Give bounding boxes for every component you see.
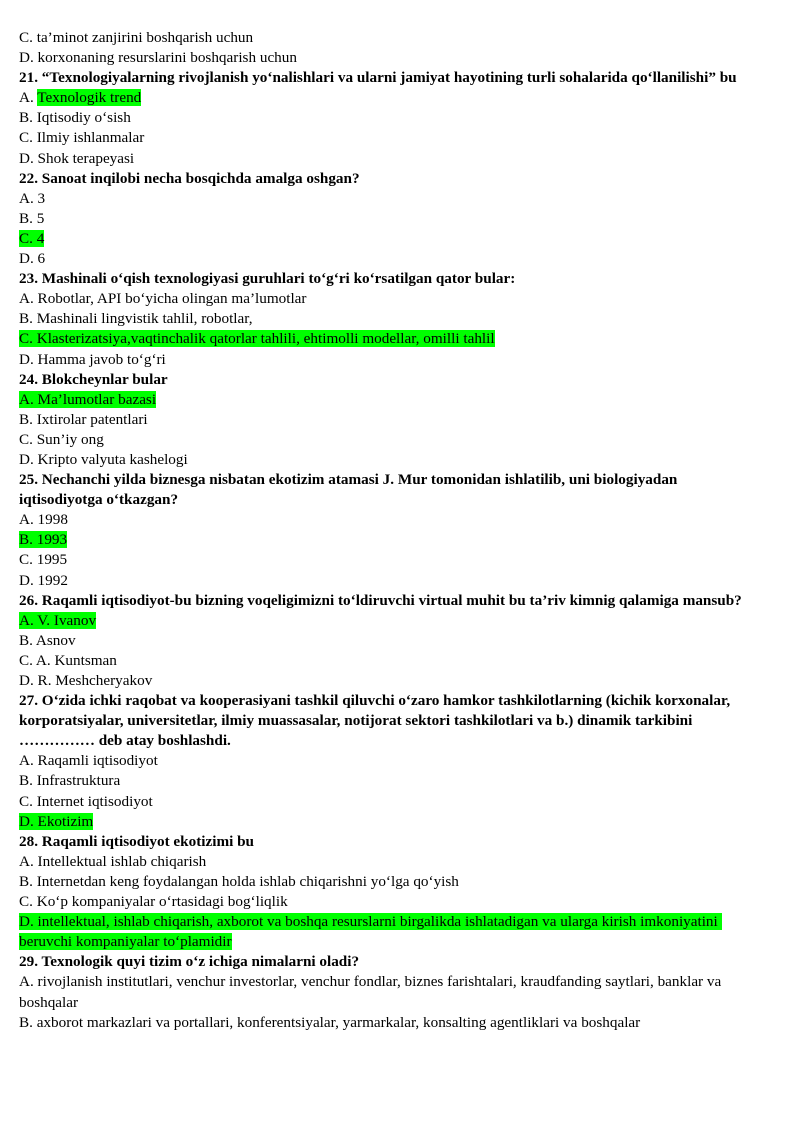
answer-option: C. 1995 [19, 551, 68, 569]
question-text: 24. Blokcheynlar bular [19, 370, 168, 388]
answer-option: D. R. Meshcheryakov [19, 672, 153, 689]
answer-option: A. Robotlar, API bo‘yicha olingan ma’lumotlar [19, 290, 307, 308]
answer-option: C. ta’minot zanjirini boshqarish uchun [19, 29, 254, 46]
answer-option: B. Infrastruktura [19, 772, 121, 790]
question-text: 29. Texnologik quyi tizim o‘z ichiga nimalarni oladi? [19, 953, 360, 971]
answer-option: B. Ixtirolar patentlari [19, 410, 148, 428]
highlighted-answer: Texnologik trend [37, 89, 142, 107]
answer-option: D. 1992 [19, 571, 68, 589]
answer-option: A. 1998 [19, 511, 68, 529]
answer-option: D. korxonaning resurslarini boshqarish uchun [19, 49, 297, 67]
answer-option: B. 5 [19, 209, 45, 227]
highlighted-answer: A. V. Ivanov [19, 611, 97, 629]
answer-option: C. Ko‘p kompaniyalar o‘rtasidagi bog‘liqlik [19, 893, 288, 911]
answer-option [19, 329, 760, 349]
question-text: 25. Nechanchi yilda biznesga nisbatan ekotizim atamasi J. Mur tomonidan ishlatilib, uni biologiyadan iqtisodiyotga o‘tkazgan? [19, 471, 682, 509]
question-text: 23. Mashinali o‘qish texnologiyasi guruhlari to‘g‘ri ko‘rsatilgan qator bular: [19, 270, 516, 288]
answer-option [19, 88, 760, 108]
answer-option: C. A. Kuntsman [19, 651, 117, 669]
answer-option: C. Internet iqtisodiyot [19, 792, 153, 810]
answer-option [19, 229, 760, 249]
answer-option [19, 390, 760, 410]
answer-option: D. Kripto valyuta kashelogi [19, 450, 188, 468]
highlighted-answer: D. intellektual, ishlab chiqarish, axborot va boshqa resurslarni birgalikda ishlatadigan va ularga kirish imkoniyatini beruvchi kompaniyalar to‘plamidir [19, 913, 722, 951]
answer-option [19, 611, 760, 631]
question-text: 28. Raqamli iqtisodiyot ekotizimi bu [19, 832, 255, 850]
option-prefix: A. [19, 89, 38, 107]
answer-option: C. Sun’iy ong [19, 430, 104, 448]
answer-option: A. rivojlanish institutlari, venchur investorlar, venchur fondlar, biznes farishtalari, kraudfanding saytlari, banklar va boshqalar [19, 973, 726, 1011]
answer-option: D. Hamma javob to‘g‘ri [19, 350, 166, 368]
question-text: 27. O‘zida ichki raqobat va kooperasiyani tashkil qiluvchi o‘zaro hamkor tashkilotlarning (kichik korxonalar, korporatsiyalar, universitetlar, ilmiy muassasalar, notijorat sektori tashkilotlari va b.) dinamik tarkibini …………… deb atay boshlashdi. [19, 692, 734, 750]
answer-option [19, 912, 760, 952]
answer-option: B. Iqtisodiy o‘sish [19, 109, 131, 127]
question-text: 22. Sanoat inqilobi necha bosqichda amalga oshgan? [19, 169, 360, 187]
answer-option: B. Internetdan keng foydalangan holda ishlab chiqarishni yo‘lga qo‘yish [19, 872, 459, 890]
question-text: 21. “Texnologiyalarning rivojlanish yo‘nalishlari va ularni jamiyat hayotining turli sohalarida qo‘llanilishi” bu [19, 69, 737, 87]
answer-option: D. Shok terapeyasi [19, 149, 135, 167]
highlighted-answer: B. 1993 [19, 531, 68, 549]
answer-option: B. Asnov [19, 631, 76, 649]
question-text: 26. Raqamli iqtisodiyot-bu bizning voqeligimizni to‘ldiruvchi virtual muhit bu ta’riv kimnig qalamiga mansub? [19, 591, 742, 609]
answer-option: B. Mashinali lingvistik tahlil, robotlar, [19, 310, 253, 328]
answer-option: A. Raqamli iqtisodiyot [19, 752, 158, 770]
answer-option [19, 812, 760, 832]
highlighted-answer: C. Klasterizatsiya,vaqtinchalik qatorlar tahlili, ehtimolli modellar, omilli tahlil [19, 330, 495, 348]
answer-option: B. axborot markazlari va portallari, konferentsiyalar, yarmarkalar, konsalting agentliklari va boshqalar [19, 1013, 641, 1031]
answer-option: C. Ilmiy ishlanmalar [19, 129, 145, 147]
answer-option: A. Intellektual ishlab chiqarish [19, 852, 207, 870]
highlighted-answer: D. Ekotizim [19, 812, 94, 830]
answer-option: D. 6 [19, 250, 46, 268]
highlighted-answer: C. 4 [19, 229, 45, 247]
answer-option: A. 3 [19, 189, 46, 207]
highlighted-answer: A. Ma’lumotlar bazasi [19, 390, 157, 408]
answer-option [19, 530, 760, 550]
